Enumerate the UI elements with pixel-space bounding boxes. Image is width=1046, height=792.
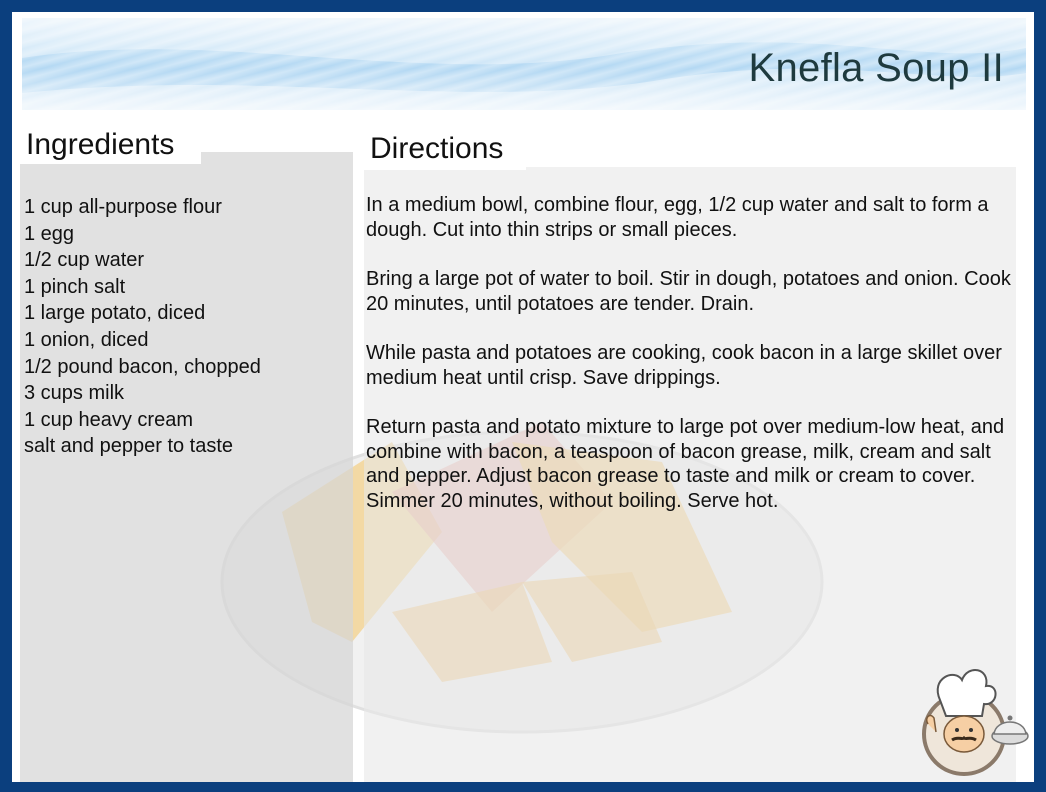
ingredient-item: 3 cups milk	[24, 382, 125, 405]
ingredient-item: 1 pinch salt	[24, 275, 126, 298]
direction-step: Return pasta and potato mixture to large pot over medium-low heat, and combine with bacon, a teaspoon of bacon grease, milk, cream and salt and pepper. Adjust bacon grease to taste and milk or cream to cover. Simmer 20 minutes, without boiling. Serve hot.	[366, 416, 1005, 512]
directions-heading: Directions	[364, 128, 526, 170]
direction-step: In a medium bowl, combine flour, egg, 1/2 cup water and salt to form a dough. Cut into thin strips or small pieces.	[366, 194, 989, 241]
recipe-card	[12, 12, 1034, 782]
ingredients-heading: Ingredients	[20, 124, 201, 164]
ingredient-item: salt and pepper to taste	[24, 435, 234, 458]
chef-logo-icon	[910, 658, 1032, 778]
ingredient-item: 1/2 cup water	[24, 249, 145, 272]
ingredient-item: 1 onion, diced	[24, 328, 149, 351]
directions-text	[366, 193, 1026, 538]
ingredient-item: 1/2 pound bacon, chopped	[24, 355, 261, 378]
ingredient-item: 1 cup heavy cream	[24, 408, 193, 431]
ingredients-list	[24, 194, 261, 460]
direction-step: While pasta and potatoes are cooking, cook bacon in a large skillet over medium heat until crisp. Save drippings.	[366, 342, 1002, 389]
ingredient-item: 1 large potato, diced	[24, 302, 206, 325]
ingredient-item: 1 egg	[24, 222, 75, 245]
direction-step: Bring a large pot of water to boil. Stir in dough, potatoes and onion. Cook 20 minutes, until potatoes are tender. Drain.	[366, 268, 1011, 315]
recipe-title: Knefla Soup II	[748, 46, 1004, 90]
ingredient-item: 1 cup all-purpose flour	[24, 196, 222, 218]
header-banner	[22, 18, 1026, 110]
